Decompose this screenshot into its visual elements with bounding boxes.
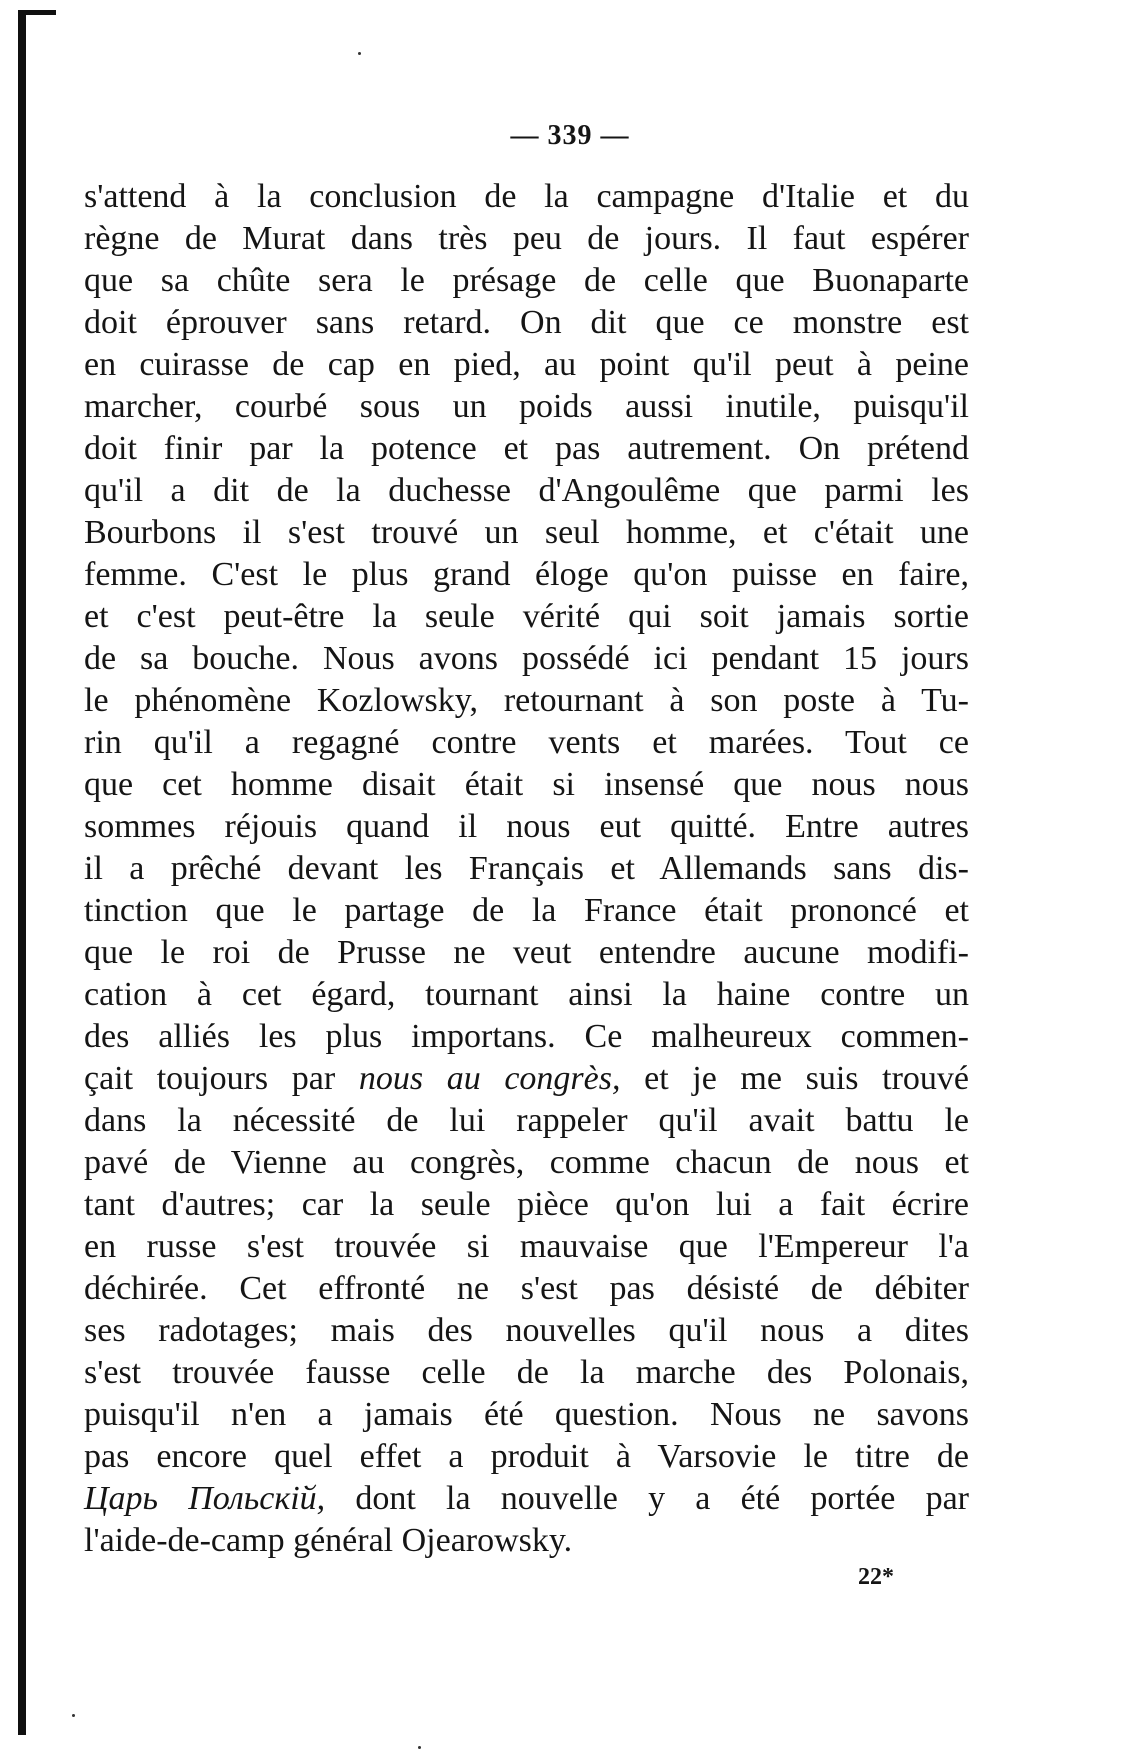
- text-segment: cation à cet égard, tournant ainsi la haine contre un: [84, 976, 969, 1013]
- text-segment: en cuirasse de cap en pied, au point qu'il peut à peine: [84, 346, 969, 383]
- text-line: [84, 722, 969, 764]
- text-line: [84, 302, 969, 344]
- text-segment: s'est trouvée fausse celle de la marche des Polonais,: [84, 1354, 969, 1391]
- text-line: [84, 1520, 969, 1562]
- text-line: [84, 1184, 969, 1226]
- text-line: [84, 806, 969, 848]
- text-line: [84, 554, 969, 596]
- text-segment: doit finir par la potence et pas autrement. On prétend: [84, 430, 969, 467]
- text-segment: tant d'autres; car la seule pièce qu'on lui a fait écrire: [84, 1186, 969, 1223]
- text-segment: femme. C'est le plus grand éloge qu'on puisse en faire,: [84, 556, 969, 593]
- text-line: [84, 1310, 969, 1352]
- text-segment: Bourbons il s'est trouvé un seul homme, et c'était une: [84, 514, 969, 551]
- text-segment: que sa chûte sera le présage de celle que Buonaparte: [84, 262, 969, 299]
- text-line: [84, 1394, 969, 1436]
- text-line: [84, 176, 969, 218]
- text-segment: puisqu'il n'en a jamais été question. Nous ne savons: [84, 1396, 969, 1433]
- scan-speck: [72, 1714, 75, 1717]
- text-line: [84, 218, 969, 260]
- text-line: [84, 890, 969, 932]
- text-segment: pas encore quel effet a produit à Varsovie le titre de: [84, 1438, 969, 1475]
- text-line: [84, 1016, 969, 1058]
- text-line: [84, 260, 969, 302]
- text-line: [84, 344, 969, 386]
- text-line: [84, 1268, 969, 1310]
- text-line: [84, 638, 969, 680]
- italic-phrase: nous au congrès,: [358, 1060, 621, 1097]
- text-line: [84, 428, 969, 470]
- text-segment: que cet homme disait était si insensé que nous nous: [84, 766, 969, 803]
- text-line: [84, 764, 969, 806]
- text-line: [84, 1142, 969, 1184]
- text-segment: dont la nouvelle y a été portée par: [325, 1480, 969, 1517]
- text-line: [84, 1436, 969, 1478]
- text-segment: que le roi de Prusse ne veut entendre aucune modifi-: [84, 934, 969, 971]
- text-segment: ses radotages; mais des nouvelles qu'il nous a dites: [84, 1312, 969, 1349]
- text-segment: il a prêché devant les Français et Allemands sans dis-: [84, 850, 969, 887]
- scan-speck: [358, 52, 361, 55]
- text-segment: et je me suis trouvé: [620, 1060, 969, 1097]
- page-spine-edge: [18, 10, 26, 1735]
- text-line: [84, 596, 969, 638]
- text-segment: et c'est peut-être la seule vérité qui soit jamais sortie: [84, 598, 969, 635]
- text-segment: règne de Murat dans très peu de jours. Il faut espérer: [84, 220, 969, 257]
- text-line: [84, 932, 969, 974]
- signature-mark: 22*: [858, 1564, 894, 1590]
- text-line: [84, 512, 969, 554]
- text-line: [84, 386, 969, 428]
- scan-speck: [418, 1746, 421, 1749]
- text-segment: çait toujours par: [84, 1060, 359, 1097]
- text-segment: déchirée. Cet effronté ne s'est pas désisté de débiter: [84, 1270, 969, 1307]
- text-line: [84, 1478, 969, 1520]
- text-segment: dans la nécessité de lui rappeler qu'il avait battu le: [84, 1102, 969, 1139]
- text-line: [84, 1226, 969, 1268]
- text-segment: tinction que le partage de la France était prononcé et: [84, 892, 969, 929]
- text-segment: pavé de Vienne au congrès, comme chacun de nous et: [84, 1144, 969, 1181]
- text-line: [84, 848, 969, 890]
- text-segment: qu'il a dit de la duchesse d'Angoulême que parmi les: [84, 472, 969, 509]
- page-number: — 339 —: [510, 120, 630, 151]
- text-segment: rin qu'il a regagné contre vents et marées. Tout ce: [84, 724, 969, 761]
- text-line: [84, 470, 969, 512]
- body-text: [84, 176, 969, 1562]
- text-segment: de sa bouche. Nous avons possédé ici pendant 15 jours: [84, 640, 969, 677]
- text-segment: marcher, courbé sous un poids aussi inutile, puisqu'il: [84, 388, 969, 425]
- text-segment: l'aide-de-camp général Ojearowsky.: [84, 1522, 573, 1559]
- text-line: [84, 1058, 969, 1100]
- text-line: [84, 974, 969, 1016]
- text-line: [84, 1100, 969, 1142]
- text-segment: s'attend à la conclusion de la campagne d'Italie et du: [84, 178, 969, 215]
- italic-phrase: Царь Польскій,: [84, 1480, 326, 1517]
- text-segment: sommes réjouis quand il nous eut quitté. Entre autres: [84, 808, 969, 845]
- text-segment: le phénomène Kozlowsky, retournant à son poste à Tu-: [84, 682, 969, 719]
- text-segment: en russe s'est trouvée si mauvaise que l'Empereur l'a: [84, 1228, 969, 1265]
- text-line: [84, 680, 969, 722]
- page-spine-corner: [18, 10, 56, 15]
- text-segment: des alliés les plus importans. Ce malheureux commen-: [84, 1018, 969, 1055]
- text-line: [84, 1352, 969, 1394]
- text-segment: doit éprouver sans retard. On dit que ce monstre est: [84, 304, 969, 341]
